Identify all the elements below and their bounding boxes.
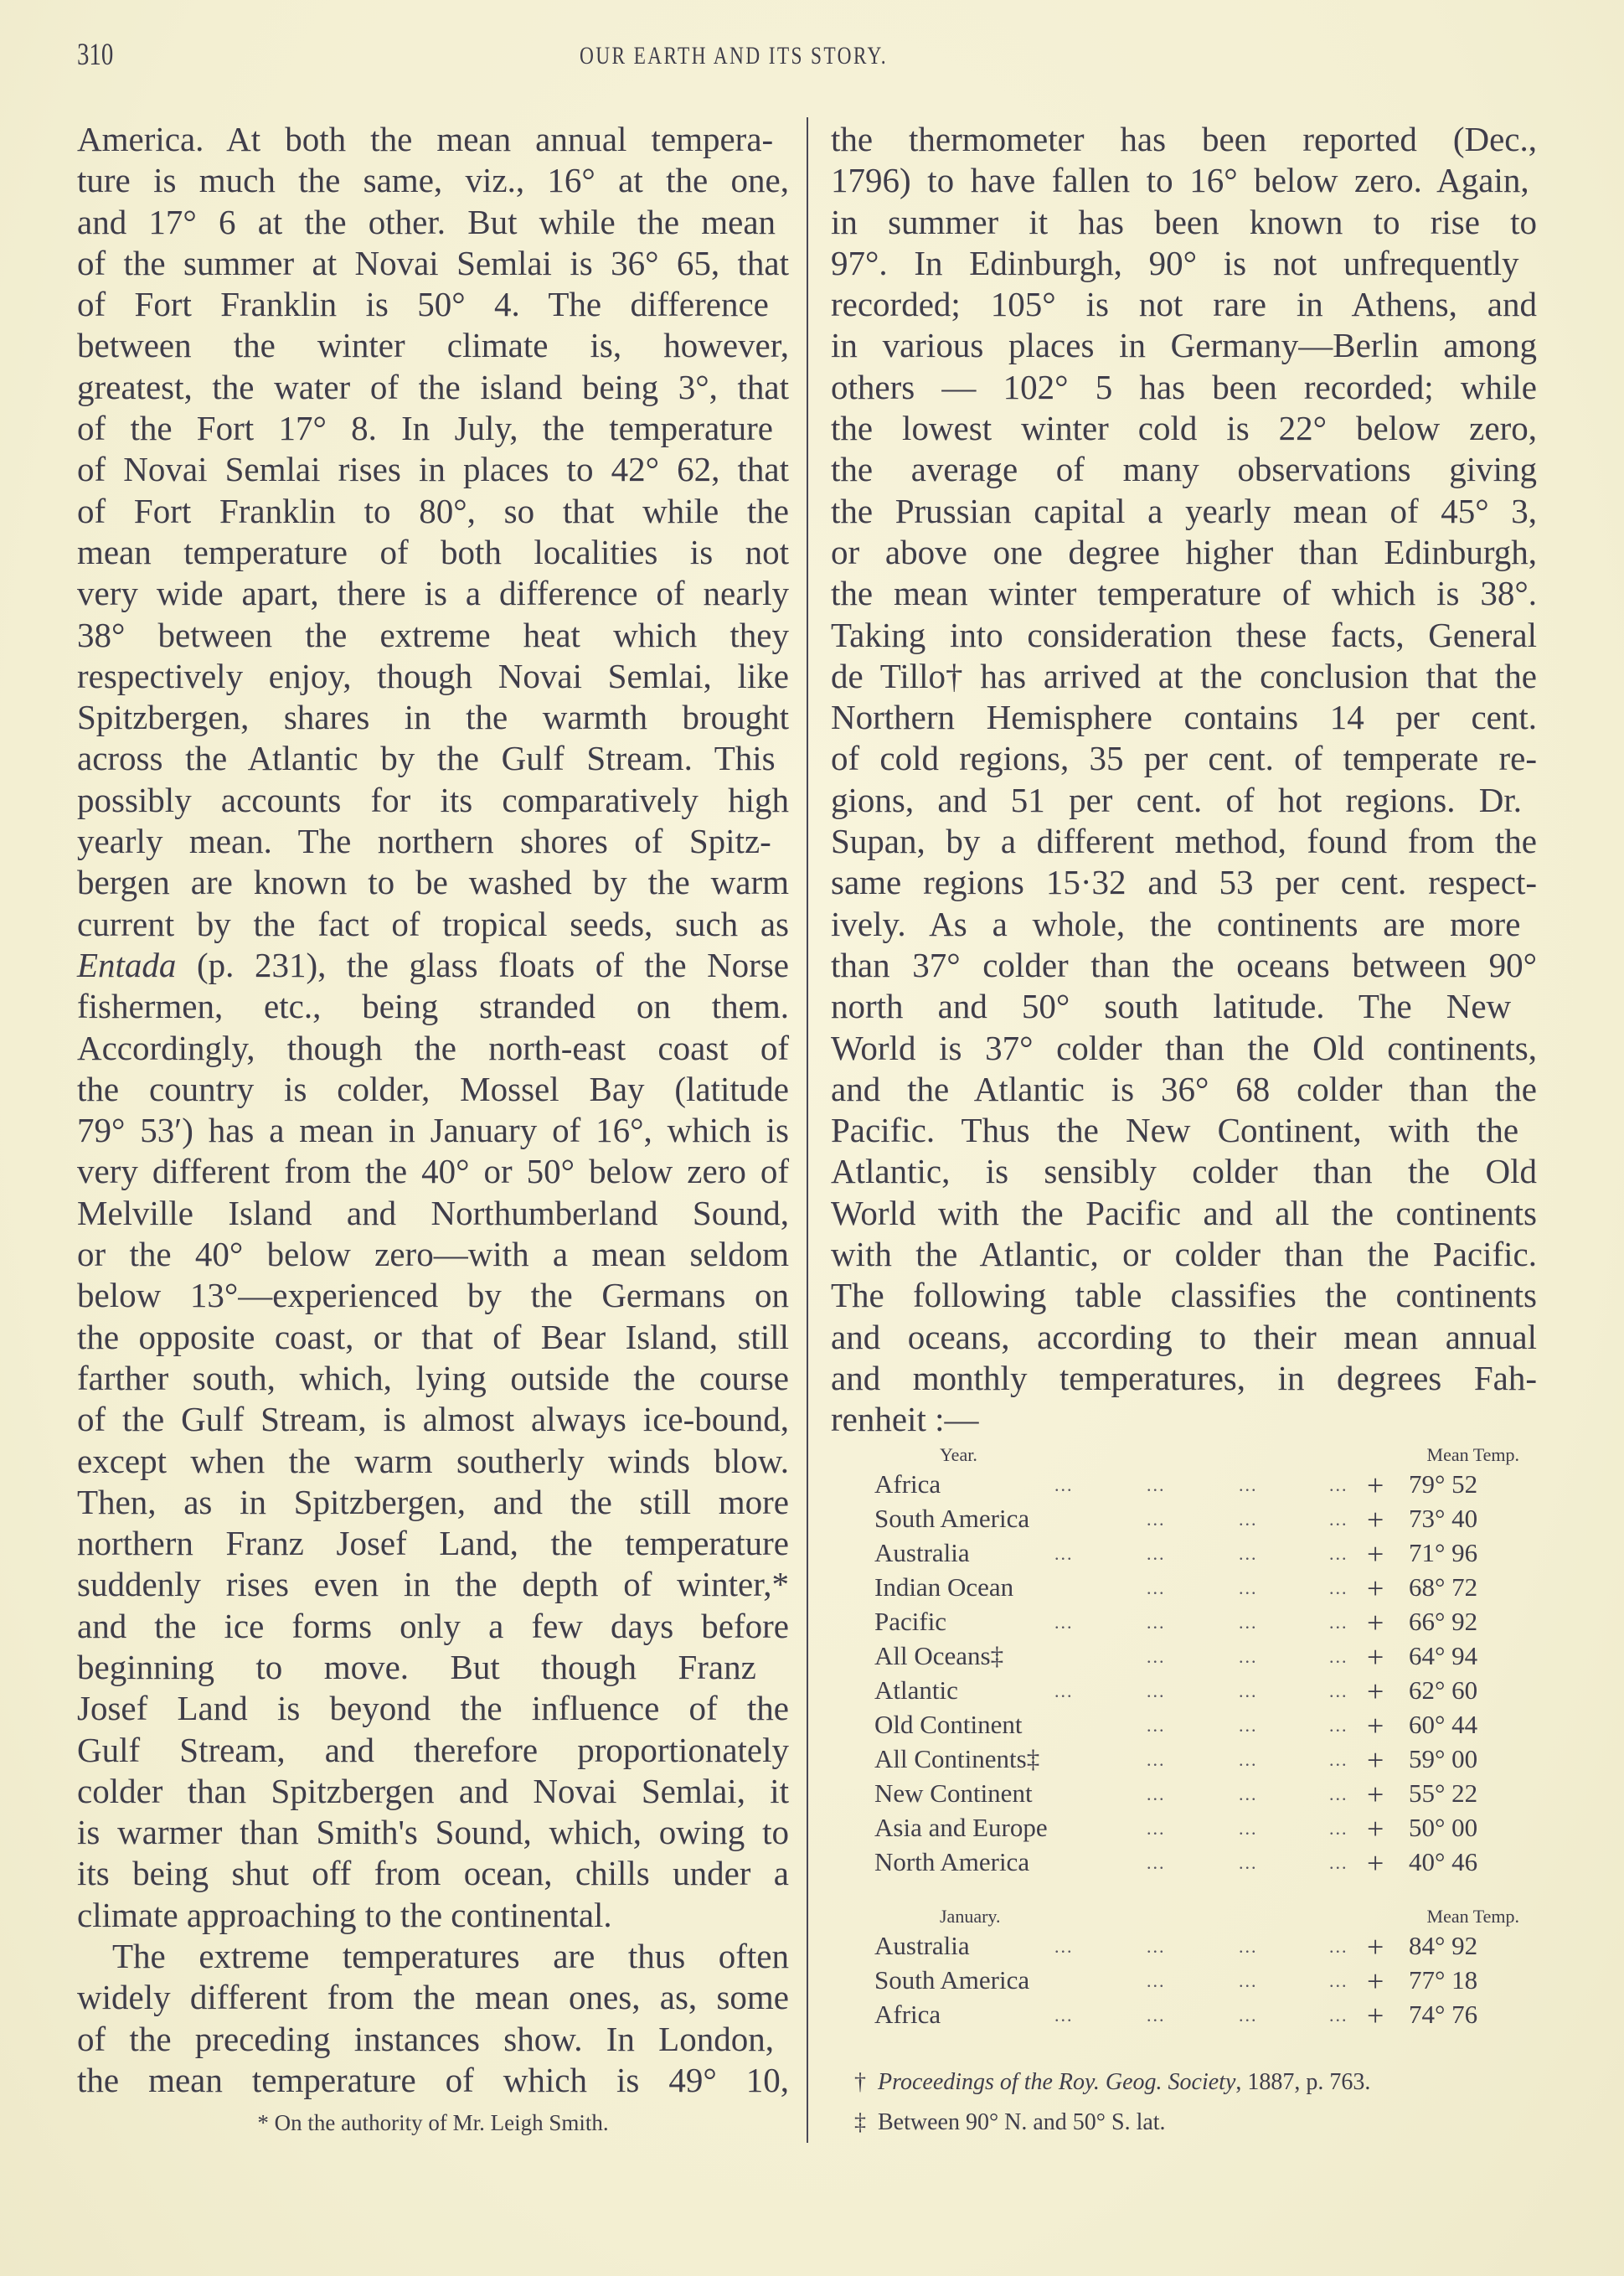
temperature-value: 40° 46 (1409, 1847, 1478, 1876)
text-line: The following table classifies the continents (831, 1276, 1537, 1315)
text-line: its being shut off from ocean, chills under a (77, 1854, 789, 1893)
text-line: respectively enjoy, though Novai Semlai, like (77, 656, 789, 695)
text-line: and the Atlantic is 36° 68 colder than the (831, 1069, 1537, 1108)
text-line: Taking into consideration these facts, General (831, 615, 1537, 654)
text-line: is warmer than Smith's Sound, which, owing to (77, 1813, 789, 1852)
text-line: Accordingly, though the north-east coast of (77, 1028, 789, 1067)
text-line: and 17° 6 at the other. But while the mean (77, 202, 776, 241)
region-name: All Continents‡ (874, 1744, 1040, 1773)
region-name: Indian Ocean (874, 1572, 1014, 1602)
table-row: Australia ... ... ... ... + 71° 96 (874, 1537, 1478, 1571)
region-name: Australia (874, 1931, 970, 1960)
text-line: of Fort Franklin to 80°, so that while the (77, 491, 789, 530)
page-number: 310 (77, 38, 114, 72)
table-row: New Continent ... ... ... + 55° 22 (874, 1778, 1478, 1811)
text-line: fishermen, etc., being stranded on them. (77, 987, 789, 1026)
footnote-mark: † (854, 2069, 866, 2095)
table-row: Australia ... ... ... ... + 84° 92 (874, 1930, 1478, 1964)
region-name: North America (874, 1847, 1030, 1876)
region-name: Africa (874, 2000, 941, 2029)
text-line: of the preceding instances show. In London, (77, 2019, 774, 2058)
text-line: World is 37° colder than the Old continents, (831, 1028, 1537, 1067)
text-line: with the Atlantic, or colder than the Pacific. (831, 1235, 1537, 1274)
text-line: northern Franz Josef Land, the temperature (77, 1524, 789, 1563)
text-line: the thermometer has been reported (Dec., (831, 120, 1537, 158)
text-line: Melville Island and Northumberland Sound, (77, 1193, 789, 1232)
footnote-leigh-smith: * On the authority of Mr. Leigh Smith. (257, 2110, 609, 2135)
text-line: very wide apart, there is a difference of nearly (77, 574, 789, 613)
plus-sign: + (1367, 1606, 1384, 1639)
region-name: New Continent (874, 1778, 1033, 1808)
plus-sign: + (1367, 1964, 1384, 1998)
text-line: of cold regions, 35 per cent. of temperate re- (831, 739, 1537, 778)
table-row: Africa ... ... ... ... + 79° 52 (874, 1468, 1478, 1502)
table-row: All Continents‡ ... ... ... + 59° 00 (874, 1743, 1478, 1777)
table-row: Pacific ... ... ... ... + 66° 92 (874, 1606, 1478, 1639)
text-line: colder than Spitzbergen and Novai Semlai, it (77, 1771, 789, 1810)
plus-sign: + (1367, 1572, 1384, 1605)
text-line: gions, and 51 per cent. of hot regions. Dr. (831, 780, 1522, 819)
plus-sign: + (1367, 1812, 1384, 1845)
region-name: Asia and Europe (874, 1813, 1048, 1842)
footnote (854, 2062, 1549, 2103)
text-line: farther south, which, lying outside the course (77, 1358, 789, 1397)
text-line: recorded; 105° is not rare in Athens, and (831, 285, 1537, 324)
plus-sign: + (1367, 1537, 1384, 1571)
text-line: 1796) to have fallen to 16° below zero. Again, (831, 161, 1529, 200)
text-line: Josef Land is beyond the influence of the (77, 1689, 789, 1728)
text-line: of the summer at Novai Semlai is 36° 65, that (77, 243, 789, 282)
text-line: ture is much the same, viz., 16° at the one, (77, 161, 789, 200)
temperature-value: 60° 44 (1409, 1710, 1478, 1739)
plus-sign: + (1367, 1503, 1384, 1536)
text-line: de Tillo† has arrived at the conclusion that the (831, 656, 1537, 695)
region-name: Atlantic (874, 1675, 958, 1705)
text-line: or the 40° below zero—with a mean seldom (77, 1235, 789, 1274)
left-column (77, 119, 789, 2101)
temperature-value: 50° 00 (1409, 1813, 1478, 1842)
table-header (874, 1444, 1519, 1469)
text-line: except when the warm southerly winds blow. (77, 1441, 789, 1480)
text-line: Supan, by a different method, found from the (831, 822, 1537, 861)
temperature-value: 77° 18 (1409, 1965, 1478, 1995)
text-line: World with the Pacific and all the continents (831, 1193, 1537, 1232)
footnotes-right (854, 2062, 1549, 2143)
text-line: than 37° colder than the oceans between 90° (831, 945, 1537, 984)
temperature-value: 73° 40 (1409, 1504, 1478, 1533)
text-line: the Prussian capital a yearly mean of 45° 3, (831, 491, 1537, 530)
text-line: ively. As a whole, the continents are more (831, 904, 1521, 943)
temperature-value: 84° 92 (1409, 1931, 1478, 1960)
text-line: 79° 53′) has a mean in January of 16°, which is (77, 1111, 789, 1150)
text-line: Pacific. Thus the New Continent, with the (831, 1111, 1519, 1150)
text-line: Spitzbergen, shares in the warmth brought (77, 698, 789, 737)
mean-temp-header: Mean Temp. (1426, 1906, 1519, 1927)
text-line: the mean winter temperature of which is 38°. (831, 574, 1537, 613)
running-head (77, 37, 1543, 79)
text-line: the average of many observations giving (831, 450, 1537, 489)
text-line: very different from the 40° or 50° below zero of (77, 1152, 789, 1191)
table-row: Asia and Europe ... ... ... + 50° 00 (874, 1812, 1478, 1845)
table-header (874, 1906, 1519, 1931)
table-row: Atlantic ... ... ... ... + 62° 60 (874, 1675, 1478, 1708)
temperature-value: 64° 94 (1409, 1641, 1478, 1670)
text-line: of the Gulf Stream, is almost always ice-bound, (77, 1400, 789, 1439)
region-name: All Oceans‡ (874, 1641, 1004, 1670)
text-line: suddenly rises even in the depth of winter,* (77, 1565, 789, 1604)
footnote (854, 2103, 1549, 2143)
text-line: Northern Hemisphere contains 14 per cent. (831, 698, 1537, 737)
text-line: 97°. In Edinburgh, 90° is not unfrequently (831, 243, 1519, 282)
text-line: climate approaching to the continental. (77, 1895, 612, 1934)
text-line: others — 102° 5 has been recorded; while (831, 367, 1537, 406)
plus-sign: + (1367, 1778, 1384, 1811)
text-line: bergen are known to be washed by the warm (77, 863, 789, 902)
text-line: 38° between the extreme heat which they (77, 615, 789, 654)
text-line: America. At both the mean annual tempera- (77, 120, 774, 158)
region-name: South America (874, 1965, 1030, 1995)
plus-sign: + (1367, 1709, 1384, 1742)
italic-term: Entada (77, 945, 177, 984)
temperature-value: 55° 22 (1409, 1778, 1478, 1808)
table-january (874, 1906, 1519, 2034)
temperature-value: 59° 00 (1409, 1744, 1478, 1773)
text-line: the lowest winter cold is 22° below zero, (831, 409, 1537, 448)
text-line: and the ice forms only a few days before (77, 1606, 789, 1645)
plus-sign: + (1367, 1846, 1384, 1880)
text-line: widely different from the mean ones, as, some (77, 1978, 789, 2017)
text-line: of the Fort 17° 8. In July, the temperature (77, 409, 773, 448)
text-line: below 13°—experienced by the Germans on (77, 1276, 789, 1315)
mean-temp-header: Mean Temp. (1426, 1444, 1519, 1465)
text-line: and oceans, according to their mean annual (831, 1317, 1537, 1356)
text-line: same regions 15·32 and 53 per cent. respect- (831, 863, 1537, 902)
right-column (831, 119, 1537, 1441)
table-row: South America ... ... ... + 73° 40 (874, 1503, 1478, 1536)
plus-sign: + (1367, 1640, 1384, 1674)
footnote-mark: ‡ (854, 2109, 866, 2135)
text-line: in various places in Germany—Berlin among (831, 326, 1537, 365)
text-line: the mean temperature of which is 49° 10, (77, 2060, 789, 2099)
text-line: the opposite coast, or that of Bear Island, still (77, 1317, 789, 1356)
text-line: between the winter climate is, however, (77, 326, 789, 365)
temperature-value: 74° 76 (1409, 2000, 1478, 2029)
table-row: South America ... ... ... + 77° 18 (874, 1964, 1478, 1998)
text-line: Then, as in Spitzbergen, and the still more (77, 1482, 789, 1521)
plus-sign: + (1367, 1930, 1384, 1964)
period-label: January. (940, 1906, 1001, 1927)
text-line: Gulf Stream, and therefore proportionately (77, 1730, 789, 1769)
temperature-value: 62° 60 (1409, 1675, 1478, 1705)
text-line: beginning to move. But though Franz (77, 1647, 756, 1686)
footnote-citation: Proceedings of the Roy. Geog. Society (878, 2069, 1236, 2095)
text-line: Entada (p. 231), the glass floats of the Norse (77, 945, 789, 984)
text-line: Atlantic, is sensibly colder than the Old (831, 1152, 1537, 1191)
region-name: Pacific (874, 1607, 947, 1636)
text-line: greatest, the water of the island being 3°, that (77, 367, 789, 406)
text-line: renheit :— (831, 1400, 979, 1439)
table-row: Africa ... ... ... ... + 74° 76 (874, 1999, 1478, 2032)
text-line: yearly mean. The northern shores of Spitz- (77, 822, 771, 861)
text-line: possibly accounts for its comparatively high (77, 780, 789, 819)
temperature-value: 68° 72 (1409, 1572, 1478, 1602)
table-row: North America ... ... ... + 40° 46 (874, 1846, 1478, 1880)
period-label: Year. (940, 1444, 977, 1465)
table-row: All Oceans‡ ... ... ... + 64° 94 (874, 1640, 1478, 1674)
text-line: The extreme temperatures are thus often (112, 1937, 789, 1976)
column-divider (807, 117, 808, 2143)
text-line: north and 50° south latitude. The New (831, 987, 1512, 1026)
region-name: Africa (874, 1469, 941, 1499)
temperature-value: 79° 52 (1409, 1469, 1478, 1499)
text-line: of Fort Franklin is 50° 4. The difference (77, 285, 769, 324)
table-year (874, 1444, 1519, 1881)
text-line: in summer it has been known to rise to (831, 202, 1537, 241)
footnote-text: , 1887, p. 763. (1235, 2069, 1371, 2095)
text-line: of Novai Semlai rises in places to 42° 62, that (77, 450, 789, 489)
region-name: Australia (874, 1538, 970, 1567)
text-line: current by the fact of tropical seeds, such as (77, 904, 789, 943)
region-name: South America (874, 1504, 1030, 1533)
table-row: Old Continent ... ... ... + 60° 44 (874, 1709, 1478, 1742)
temperature-value: 71° 96 (1409, 1538, 1478, 1567)
text-line: and monthly temperatures, in degrees Fah- (831, 1358, 1537, 1397)
plus-sign: + (1367, 1675, 1384, 1708)
footnote-text: Between 90° N. and 50° S. lat. (878, 2109, 1166, 2135)
plus-sign: + (1367, 1743, 1384, 1777)
table-row: Indian Ocean ... ... ... + 68° 72 (874, 1572, 1478, 1605)
text-line: mean temperature of both localities is not (77, 532, 789, 571)
text-line: across the Atlantic by the Gulf Stream. This (77, 739, 776, 778)
text-line: the country is colder, Mossel Bay (latitude (77, 1069, 789, 1108)
plus-sign: + (1367, 1468, 1384, 1502)
running-title: OUR EARTH AND ITS STORY. (580, 42, 888, 70)
temperature-value: 66° 92 (1409, 1607, 1478, 1636)
plus-sign: + (1367, 1999, 1384, 2032)
region-name: Old Continent (874, 1710, 1023, 1739)
text-line: or above one degree higher than Edinburgh, (831, 532, 1537, 571)
